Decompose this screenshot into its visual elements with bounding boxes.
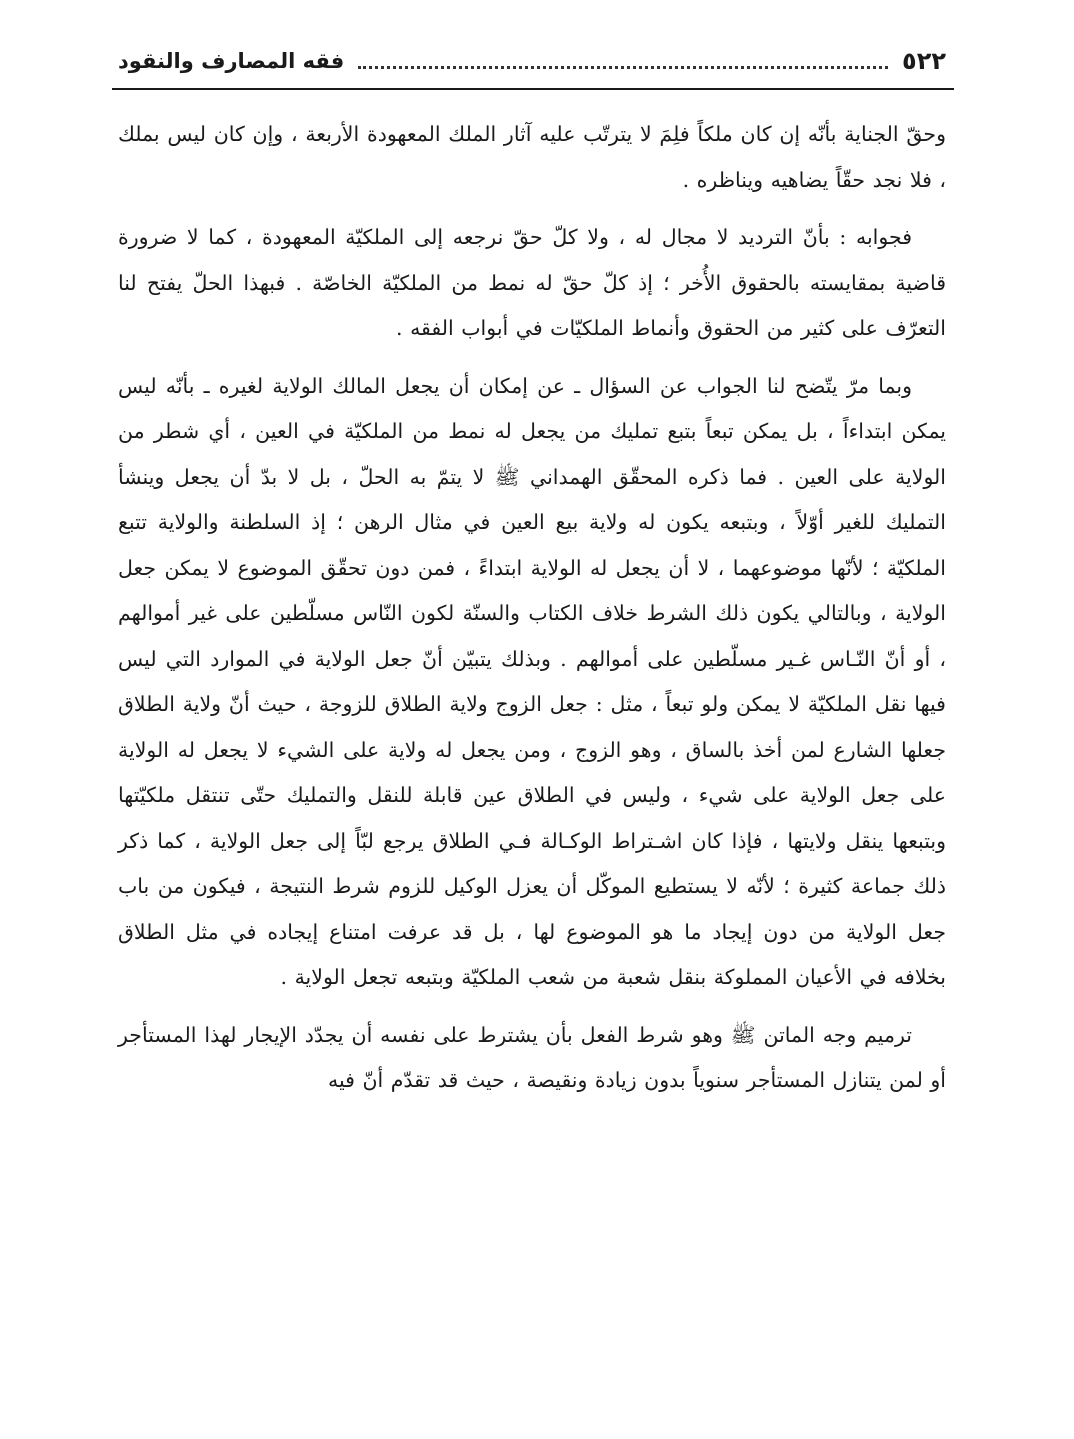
paragraph: ترميم وجه الماتن ﷺ وهو شرط الفعل بأن يشترط على نفسه أن يجدّد الإيجار لهذا المستأجر أو لمن يتنازل المستأجر سنوياً بدون زيادة ونقيصة ، حيث قد تقدّم أنّ فيه <box>118 1022 946 1092</box>
paragraph: وحقّ الجناية بأنّه إن كان ملكاً فلِمَ لا يترتّب عليه آثار الملك المعهودة الأربعة ، وإن كان ليس بملك ، فلا نجد حقّاً يضاهيه ويناظره . <box>118 122 946 192</box>
page-number: ٥٢٢ <box>902 47 946 75</box>
header-dot-leader <box>358 66 888 69</box>
paragraph: وبما مرّ يتّضح لنا الجواب عن السؤال ـ عن إمكان أن يجعل المالك الولاية لغيره ـ بأنّه ليس يمكن ابتداءاً ، بل يمكن تبعاً بتبع تمليك من يجعل له نمط من الملكيّة في العين ، أي شطر من الولاية على العين . فما ذكره المحقّق الهمداني ﷺ لا يتمّ به الحلّ ، بل لا بدّ أن يجعل وينشأ التمليك للغير أوّلاً ، وبتبعه يكون له ولاية بيع العين في مثال الرهن ؛ إذ السلطنة والولاية تتبع الملكيّة ؛ لأنّها موضوعهما ، لا أن يجعل له الولاية ابتداءً ، فمن دون تحقّق الموضوع لا يمكن جعل الولاية ، وبالتالي يكون ذلك الشرط خلاف الكتاب والسنّة لكون النّاس مسلّطين على غير أموالهم ، أو أنّ النّـاس غـير مسلّطين على أموالهم . وبذلك يتبيّن أنّ جعل الولاية في الموارد التي ليس فيها نقل الملكيّة لا يمكن ولو تبعاً ، مثل : جعل الزوج ولاية الطلاق للزوجة ، حيث أنّ ولاية الطلاق جعلها الشارع لمن أخذ بالساق ، وهو الزوج ، ومن يجعل له ولاية على الشيء لا يجعل له الولاية على جعل الولاية على شيء ، وليس في الطلاق عين قابلة للنقل والتمليك حتّى تنتقل ملكيّتها وبتبعها ينقل ولايتها ، فإذا كان اشـتراط الوكـالة فـي الطلاق يرجع لبّاً إلى جعل الولاية ، كما ذكر ذلك جماعة كثيرة ؛ لأنّه لا يستطيع الموكّل أن يعزل الوكيل للزوم شرط النتيجة ، فيكون من باب جعل الولاية من دون إيجاد ما هو الموضوع لها ، بل قد عرفت امتناع إيجاده في مثل الطلاق بخلافه في الأعيان المملوكة بنقل شعبة من شعب الملكيّة وبتبعه تجعل الولاية . <box>118 373 946 989</box>
paragraph: فجوابه : بأنّ الترديد لا مجال له ، ولا كلّ حقّ نرجعه إلى الملكيّة المعهودة ، كما لا ضرورة قاضية بمقايسته بالحقوق الأُخر ؛ إذ كلّ حقّ له نمط من الملكيّة الخاصّة . فبهذا الحلّ يفتح لنا التعرّف على كثير من الحقوق وأنماط الملكيّات في أبواب الفقه . <box>118 225 946 340</box>
body-text <box>118 112 946 1104</box>
running-title: فقه المصارف والنقود <box>118 49 345 73</box>
running-header <box>112 38 954 90</box>
